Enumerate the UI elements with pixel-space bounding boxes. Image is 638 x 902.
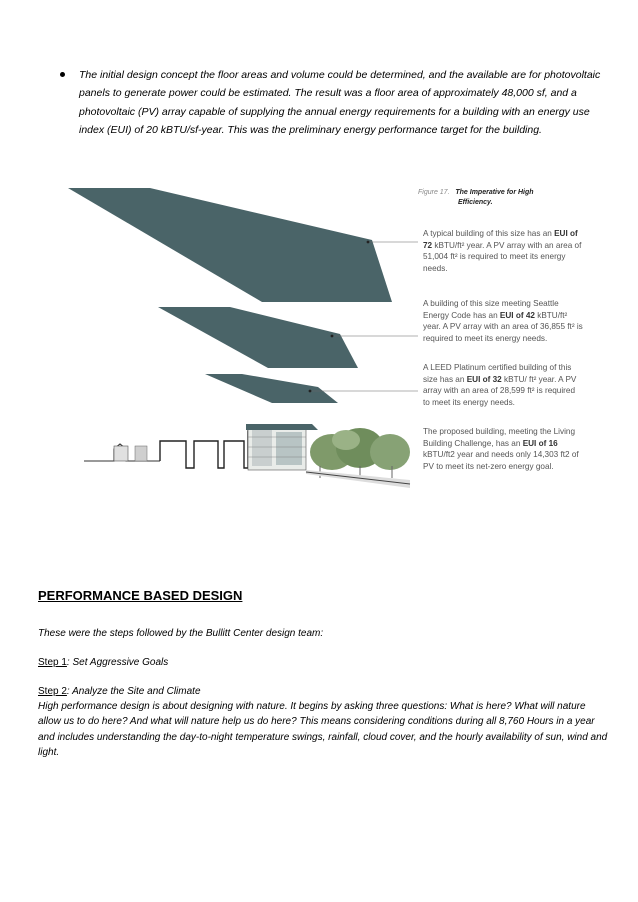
figure-title-line1: The Imperative for High xyxy=(455,189,534,196)
step-2-body: High performance design is about designing with nature. It begins by asking three questions: What is here? What will nature allow us to do here? And what will nature help us do here? This means considering conditions during all 8,760 Hours in a year and includes understanding the day-to-night temperature swings, rainfall, cloud cover, and the hourly availability of sun, wind and light. xyxy=(38,701,608,758)
note-eui: EUI of 16 xyxy=(522,438,558,448)
figure-note-typical xyxy=(423,228,583,274)
note-text: kBTU/ft² year. A PV array with an area of 51,004 ft² is required to meet its energy needs. xyxy=(423,240,582,273)
figure-title-line2: Efficiency. xyxy=(458,199,493,206)
bullet-item xyxy=(60,66,605,140)
note-eui: EUI of 42 xyxy=(499,310,535,320)
note-text: A LEED Platinum certified building of this size has an xyxy=(423,363,572,384)
figure-caption xyxy=(418,188,534,208)
bullet-text: The initial design concept the floor areas and volume could be determined, and the available are for photovoltaic panels to generate power could be estimated. The result was a floor area of approximately 48,000 sf, and a photovoltaic (PV) array capable of supplying the annual energy requirements for a building with an energy use index (EUI) of 20 kBTU/sf-year. This was the preliminary energy performance target for the building. xyxy=(79,69,601,137)
figure-note-living-building xyxy=(423,426,583,472)
note-eui: EUI of 32 xyxy=(466,374,502,384)
pv-panel-energy-code xyxy=(158,307,358,368)
pv-panel-typical xyxy=(68,188,392,302)
section-intro: These were the steps followed by the Bullitt Center design team: xyxy=(38,628,324,639)
step-2-label: Step 2 xyxy=(38,686,67,697)
note-text: kBTU/ft² year. A PV array with an area of 36,855 ft² is required to meet its energy needs. xyxy=(423,310,583,343)
figure-number: Figure 17. xyxy=(418,189,450,196)
figure-note-leed xyxy=(423,362,583,408)
note-text: kBTU/ ft² year. A PV array with an area of 28,599 ft² is required to meet its energy needs. xyxy=(423,374,577,407)
step-2 xyxy=(38,684,608,699)
step-1-label: Step 1 xyxy=(38,657,67,668)
note-text: kBTU/ft2 year and needs only 14,303 ft2 of PV to meet its net-zero energy goal. xyxy=(423,450,579,471)
note-text: A building of this size meeting Seattle Energy Code has an xyxy=(423,299,559,320)
step-1-text: : Set Aggressive Goals xyxy=(66,657,169,668)
pv-panel-leed xyxy=(205,374,338,403)
step-1 xyxy=(38,655,608,670)
note-text: A typical building of this size has an xyxy=(423,229,555,238)
bullet-dot-icon xyxy=(60,72,65,77)
note-eui: EUI of 72 xyxy=(423,229,578,250)
section-heading: PERFORMANCE BASED DESIGN xyxy=(38,588,243,603)
figure-note-energy-code xyxy=(423,298,583,344)
site-section-drawing xyxy=(84,424,410,488)
step-2-text: : Analyze the Site and Climate xyxy=(66,686,201,697)
note-text: The proposed building, meeting the Living Building Challenge, has an xyxy=(423,427,576,448)
